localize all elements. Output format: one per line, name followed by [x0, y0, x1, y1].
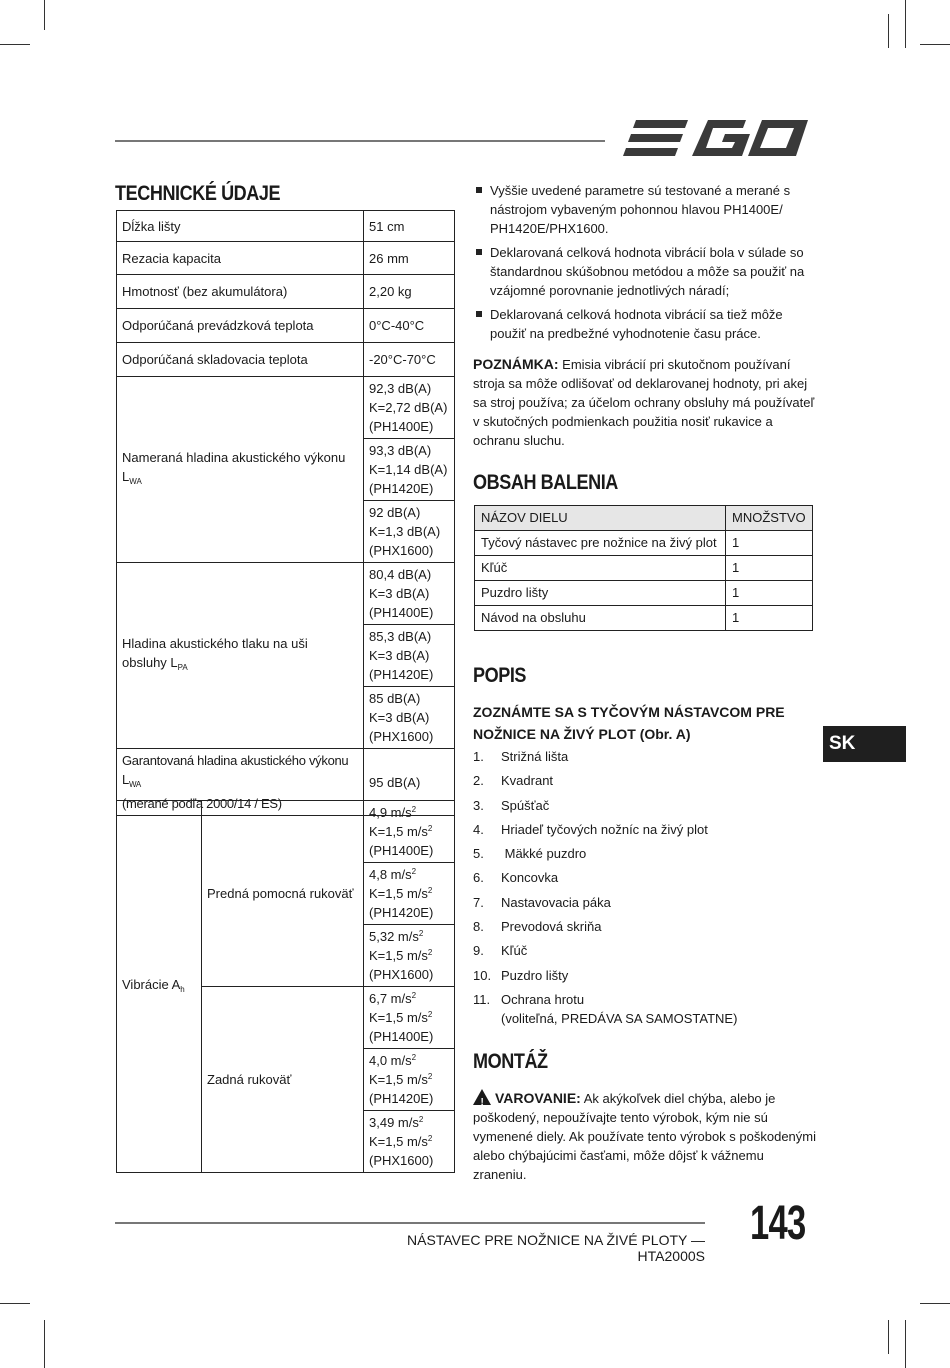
list-item: 10. Puzdro lišty: [473, 967, 569, 983]
lwa-label: Nameraná hladina akustického výkonu $L_{WA}$: [117, 377, 364, 563]
crop-mark: [44, 1320, 45, 1368]
table-row: [117, 801, 455, 863]
footer-title: NÁSTAVEC PRE NOŽNICE NA ŽIVÉ PLOTY — HTA2000S: [407, 1232, 705, 1264]
vibration-label: Vibrácie $A_h$: [117, 801, 202, 1173]
crop-mark: [920, 1303, 950, 1304]
vib-value: 4,9 $m/s^2$ K=1,5 $m/s^2$ (PH1400E): [364, 801, 455, 863]
list-item: 6. Koncovka: [473, 870, 559, 886]
spec-label: Odporúčaná skladovacia teplota: [117, 343, 364, 377]
assembly-title: MONTÁŽ: [473, 1050, 548, 1073]
part-qty: 1: [726, 531, 813, 556]
list-item: 8. Prevodová skriňa: [473, 919, 602, 935]
notes-list: [473, 181, 818, 348]
table-row: [117, 211, 455, 242]
guaranteed-value: 95 dB(A): [364, 749, 455, 816]
crop-mark: [44, 0, 45, 30]
crop-mark: [905, 0, 906, 48]
list-item: Vyššie uvedené parametre sú testované a merané s nástrojom vybaveným pohonnou hlavou PH1400E/ PH1420E/PHX1600.: [473, 181, 818, 238]
list-item: 11. Ochrana hrotu (voliteľná, PREDÁVA SA SAMOSTATNE): [473, 991, 738, 1026]
column-header: MNOŽSTVO: [726, 506, 813, 531]
part-qty: 1: [726, 556, 813, 581]
lpa-value: 80,4 dB(A) K=3 dB(A) (PH1400E): [364, 563, 455, 625]
spec-value: 2,20 kg: [364, 275, 455, 309]
part-name: Kľúč: [475, 556, 726, 581]
lpa-value: 85,3 dB(A) K=3 dB(A) (PH1420E): [364, 625, 455, 687]
list-item: Deklarovaná celková hodnota vibrácií sa tiež môže použiť na predbežné vyhodnotenie času práce.: [473, 305, 818, 343]
list-item: 7. Nastavovacia páka: [473, 894, 611, 910]
description-subtitle: ZOZNÁMTE SA S TYČOVÝM NÁSTAVCOM PRE NOŽNICE NA ŽIVÝ PLOT (Obr. A): [473, 704, 785, 742]
guaranteed-label: Garantovaná hladina akustického výkonu $L_{WA}$ (merané podľa 2000/14 / ES): [117, 749, 364, 816]
front-handle-label: Predná pomocná rukoväť: [202, 801, 364, 987]
list-item: Deklarovaná celková hodnota vibrácií bola v súlade so štandardnou skúšobnou metódou a môže sa použiť na vzájomné porovnanie jednotlivých náradí;: [473, 243, 818, 300]
warning-triangle-icon: !: [473, 1089, 491, 1105]
spec-label: Dĺžka lišty: [117, 211, 364, 242]
part-qty: 1: [726, 581, 813, 606]
language-tab: SK: [823, 726, 906, 762]
crop-mark: [888, 14, 889, 48]
spec-value: 26 mm: [364, 242, 455, 275]
lwa-value: 93,3 dB(A) K=1,14 dB(A) (PH1420E): [364, 439, 455, 501]
parts-list: [473, 747, 818, 1028]
vib-value: 6,7 $m/s^2$ K=1,5 $m/s^2$ (PH1400E): [364, 987, 455, 1049]
crop-mark: [0, 1303, 30, 1304]
table-row: [475, 581, 813, 606]
bullet-square-icon: [476, 311, 482, 317]
spec-table: [116, 210, 455, 816]
table-row: [117, 563, 455, 625]
description-title: POPIS: [473, 664, 527, 687]
table-row: [475, 606, 813, 631]
footer-rule: [115, 1222, 705, 1224]
vib-value: 4,8 $m/s^2$ K=1,5 $m/s^2$ (PH1420E): [364, 863, 455, 925]
table-row: [475, 556, 813, 581]
table-row: [117, 275, 455, 309]
rear-handle-label: Zadná rukoväť: [202, 987, 364, 1173]
bullet-square-icon: [476, 187, 482, 193]
list-item: 2. Kvadrant: [473, 773, 554, 789]
lpa-value: 85 dB(A) K=3 dB(A) (PHX1600): [364, 687, 455, 749]
package-title: OBSAH BALENIA: [473, 471, 618, 494]
vib-value: 4,0 $m/s^2$ K=1,5 $m/s^2$ (PH1420E): [364, 1049, 455, 1111]
part-name: Tyčový nástavec pre nožnice na živý plot: [475, 531, 726, 556]
table-row: [117, 242, 455, 275]
table-row: [475, 531, 813, 556]
spec-label: Hmotnosť (bez akumulátora): [117, 275, 364, 309]
list-item: 3. Spúšťač: [473, 797, 550, 813]
vib-value: 3,49 $m/s^2$ K=1,5 $m/s^2$ (PHX1600): [364, 1111, 455, 1173]
list-item: 5. Mäkké puzdro: [473, 846, 587, 862]
package-table: [474, 505, 813, 631]
lwa-value: 92 dB(A) K=1,3 dB(A) (PHX1600): [364, 501, 455, 563]
crop-mark: [0, 44, 30, 45]
ego-logo: [622, 116, 810, 164]
table-row: [117, 343, 455, 377]
table-header-row: [475, 506, 813, 531]
spec-value: 51 cm: [364, 211, 455, 242]
vib-value: 5,32 $m/s^2$ K=1,5 $m/s^2$ (PHX1600): [364, 925, 455, 987]
spec-label: Odporúčaná prevádzková teplota: [117, 309, 364, 343]
spec-label: Rezacia kapacita: [117, 242, 364, 275]
tech-title: TECHNICKÉ ÚDAJE: [115, 182, 281, 205]
list-item: 4. Hriadeľ tyčových nožníc na živý plot: [473, 821, 708, 837]
part-name: Puzdro lišty: [475, 581, 726, 606]
part-qty: 1: [726, 606, 813, 631]
note-paragraph: POZNÁMKA: Emisia vibrácií pri skutočnom používaní stroja sa môže odlišovať od deklarovanej hodnoty, pri akej sa stroj používa; za účelom ochrany obsluhy má používateľ v skutočných podmienkach použitia nosiť rukavice a ochranu sluchu.: [473, 356, 815, 448]
spec-value: -20°C-70°C: [364, 343, 455, 377]
list-item: 9. Kľúč: [473, 943, 528, 959]
crop-mark: [905, 1320, 906, 1368]
table-row: [117, 377, 455, 439]
header-rule: [115, 140, 605, 142]
table-row: [117, 309, 455, 343]
vibration-table: [116, 800, 455, 1173]
lwa-value: 92,3 dB(A) K=2,72 dB(A) (PH1400E): [364, 377, 455, 439]
page-number: 143: [750, 1197, 806, 1250]
warning-paragraph: ! VAROVANIE: Ak akýkoľvek diel chýba, alebo je poškodený, nepoužívajte tento výrobok, kým nie sú vymenené diely. Ak používate tento výrobok s poškodenými alebo chýbajúcimi časťami, môže dôjsť k vážnemu zraneniu.: [473, 1090, 817, 1182]
crop-mark: [920, 44, 950, 45]
column-header: NÁZOV DIELU: [475, 506, 726, 531]
crop-mark: [888, 1320, 889, 1354]
spec-value: 0°C-40°C: [364, 309, 455, 343]
list-item: 1. Strižná lišta: [473, 749, 569, 764]
bullet-square-icon: [476, 249, 482, 255]
part-name: Návod na obsluhu: [475, 606, 726, 631]
lpa-label: Hladina akustického tlaku na uši obsluhy $L_{PA}$: [117, 563, 364, 749]
